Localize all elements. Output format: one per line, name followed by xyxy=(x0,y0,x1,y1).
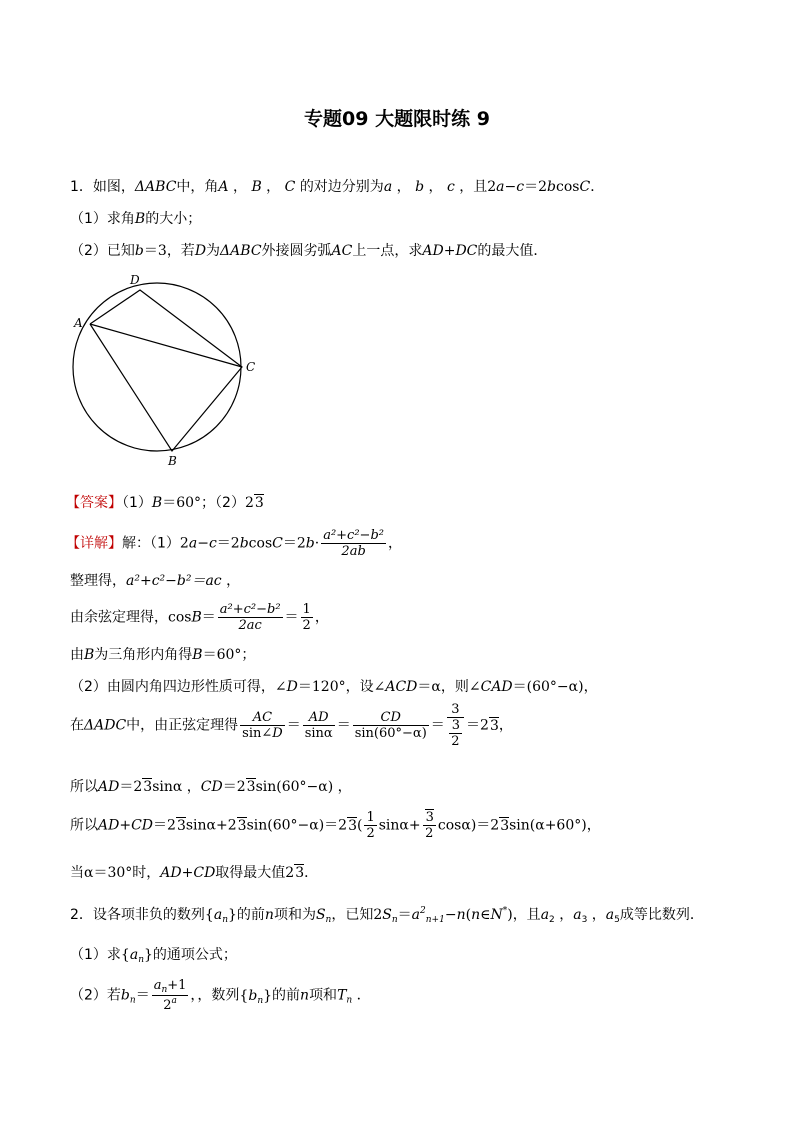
circle-diagram xyxy=(66,272,266,472)
q2-stem: 2．设各项非负的数列$\{a_n\}$的前n项和为$S_n$，已知$2S_n=a^2_{n+1}-n(n\in N^*)$，且$a_2$ ，$a_3$ ，$a_5$成等比数列． xyxy=(70,906,704,925)
label-B: B xyxy=(168,454,177,468)
q2-part2: （2）若$b_n=$ $\frac{a_n+1}{2^a}$ ，，数列$\{b_n\}$的前n项和$T_n$ ． xyxy=(70,978,371,1013)
page-title: 专题09 大题限时练 9 xyxy=(304,108,490,130)
solution-line-8: 所以AD+CD＝23sinα+23sin(60°−α)＝23( $\frac{1}{2}$ sinα+ $\frac{3}{2}$ cosα)＝23sin(α+60°)， xyxy=(70,810,601,841)
solution-line-5: （2）由圆内角四边形性质可得，∠D＝120°，设∠ACD＝α，则∠CAD＝(60°−α)， xyxy=(70,679,598,695)
solution-line-6: 在ΔADC中，由正弦定理得 $\frac{AC}{\sin\angle D}$ ＝ $\frac{AD}{\sin\alpha}$ ＝ $\frac{CD}{\sin(60^\circ-\alpha)}$ ＝ $\frac{3}{\frac{3}{2}}$ ＝23， xyxy=(70,702,513,749)
answer-line: 【答案】（1）B＝60°；（2）23 xyxy=(66,495,264,511)
label-A: A xyxy=(74,316,83,330)
solution-line-3: 由余弦定理得，cosB＝ $\frac{\text{a²+c²−b²}}{2ac}$ ＝ $\frac{1}{2}$ ， xyxy=(70,602,329,633)
quadrilateral-ADCB xyxy=(90,290,242,451)
q1-part1: （1）求角B的大小； xyxy=(70,211,202,227)
solution-line-4: 由B为三角形内角得B＝60°； xyxy=(70,647,256,663)
circumcircle xyxy=(73,283,241,451)
solution-line-1: 【详解】解：（1）2a−c＝2bcosC＝2b· $\frac{\text{a²+c²−b²}}{2ab}$ ， xyxy=(66,528,402,559)
chord-AC xyxy=(90,324,242,367)
label-D: D xyxy=(130,273,140,287)
solution-line-2: 整理得，a²+c²−b²＝ac ， xyxy=(70,573,241,589)
q2-part1: （1）求$\{a_n\}$的通项公式； xyxy=(70,947,237,965)
solution-line-7: 所以AD＝23sinα ，CD＝23sin(60°−α) ， xyxy=(70,779,352,795)
q1-stem: 1．如图，ΔABC中，角A ， B ， C 的对边分别为a ， b ， c ，且2a−c＝2bcosC． xyxy=(70,179,605,195)
solution-line-9: 当α＝30°时，AD+CD取得最大值23． xyxy=(70,865,319,881)
label-C: C xyxy=(246,360,256,374)
q1-part2: （2）已知b＝3，若D为ΔABC外接圆劣弧AC上一点，求AD+DC的最大值． xyxy=(70,243,548,259)
